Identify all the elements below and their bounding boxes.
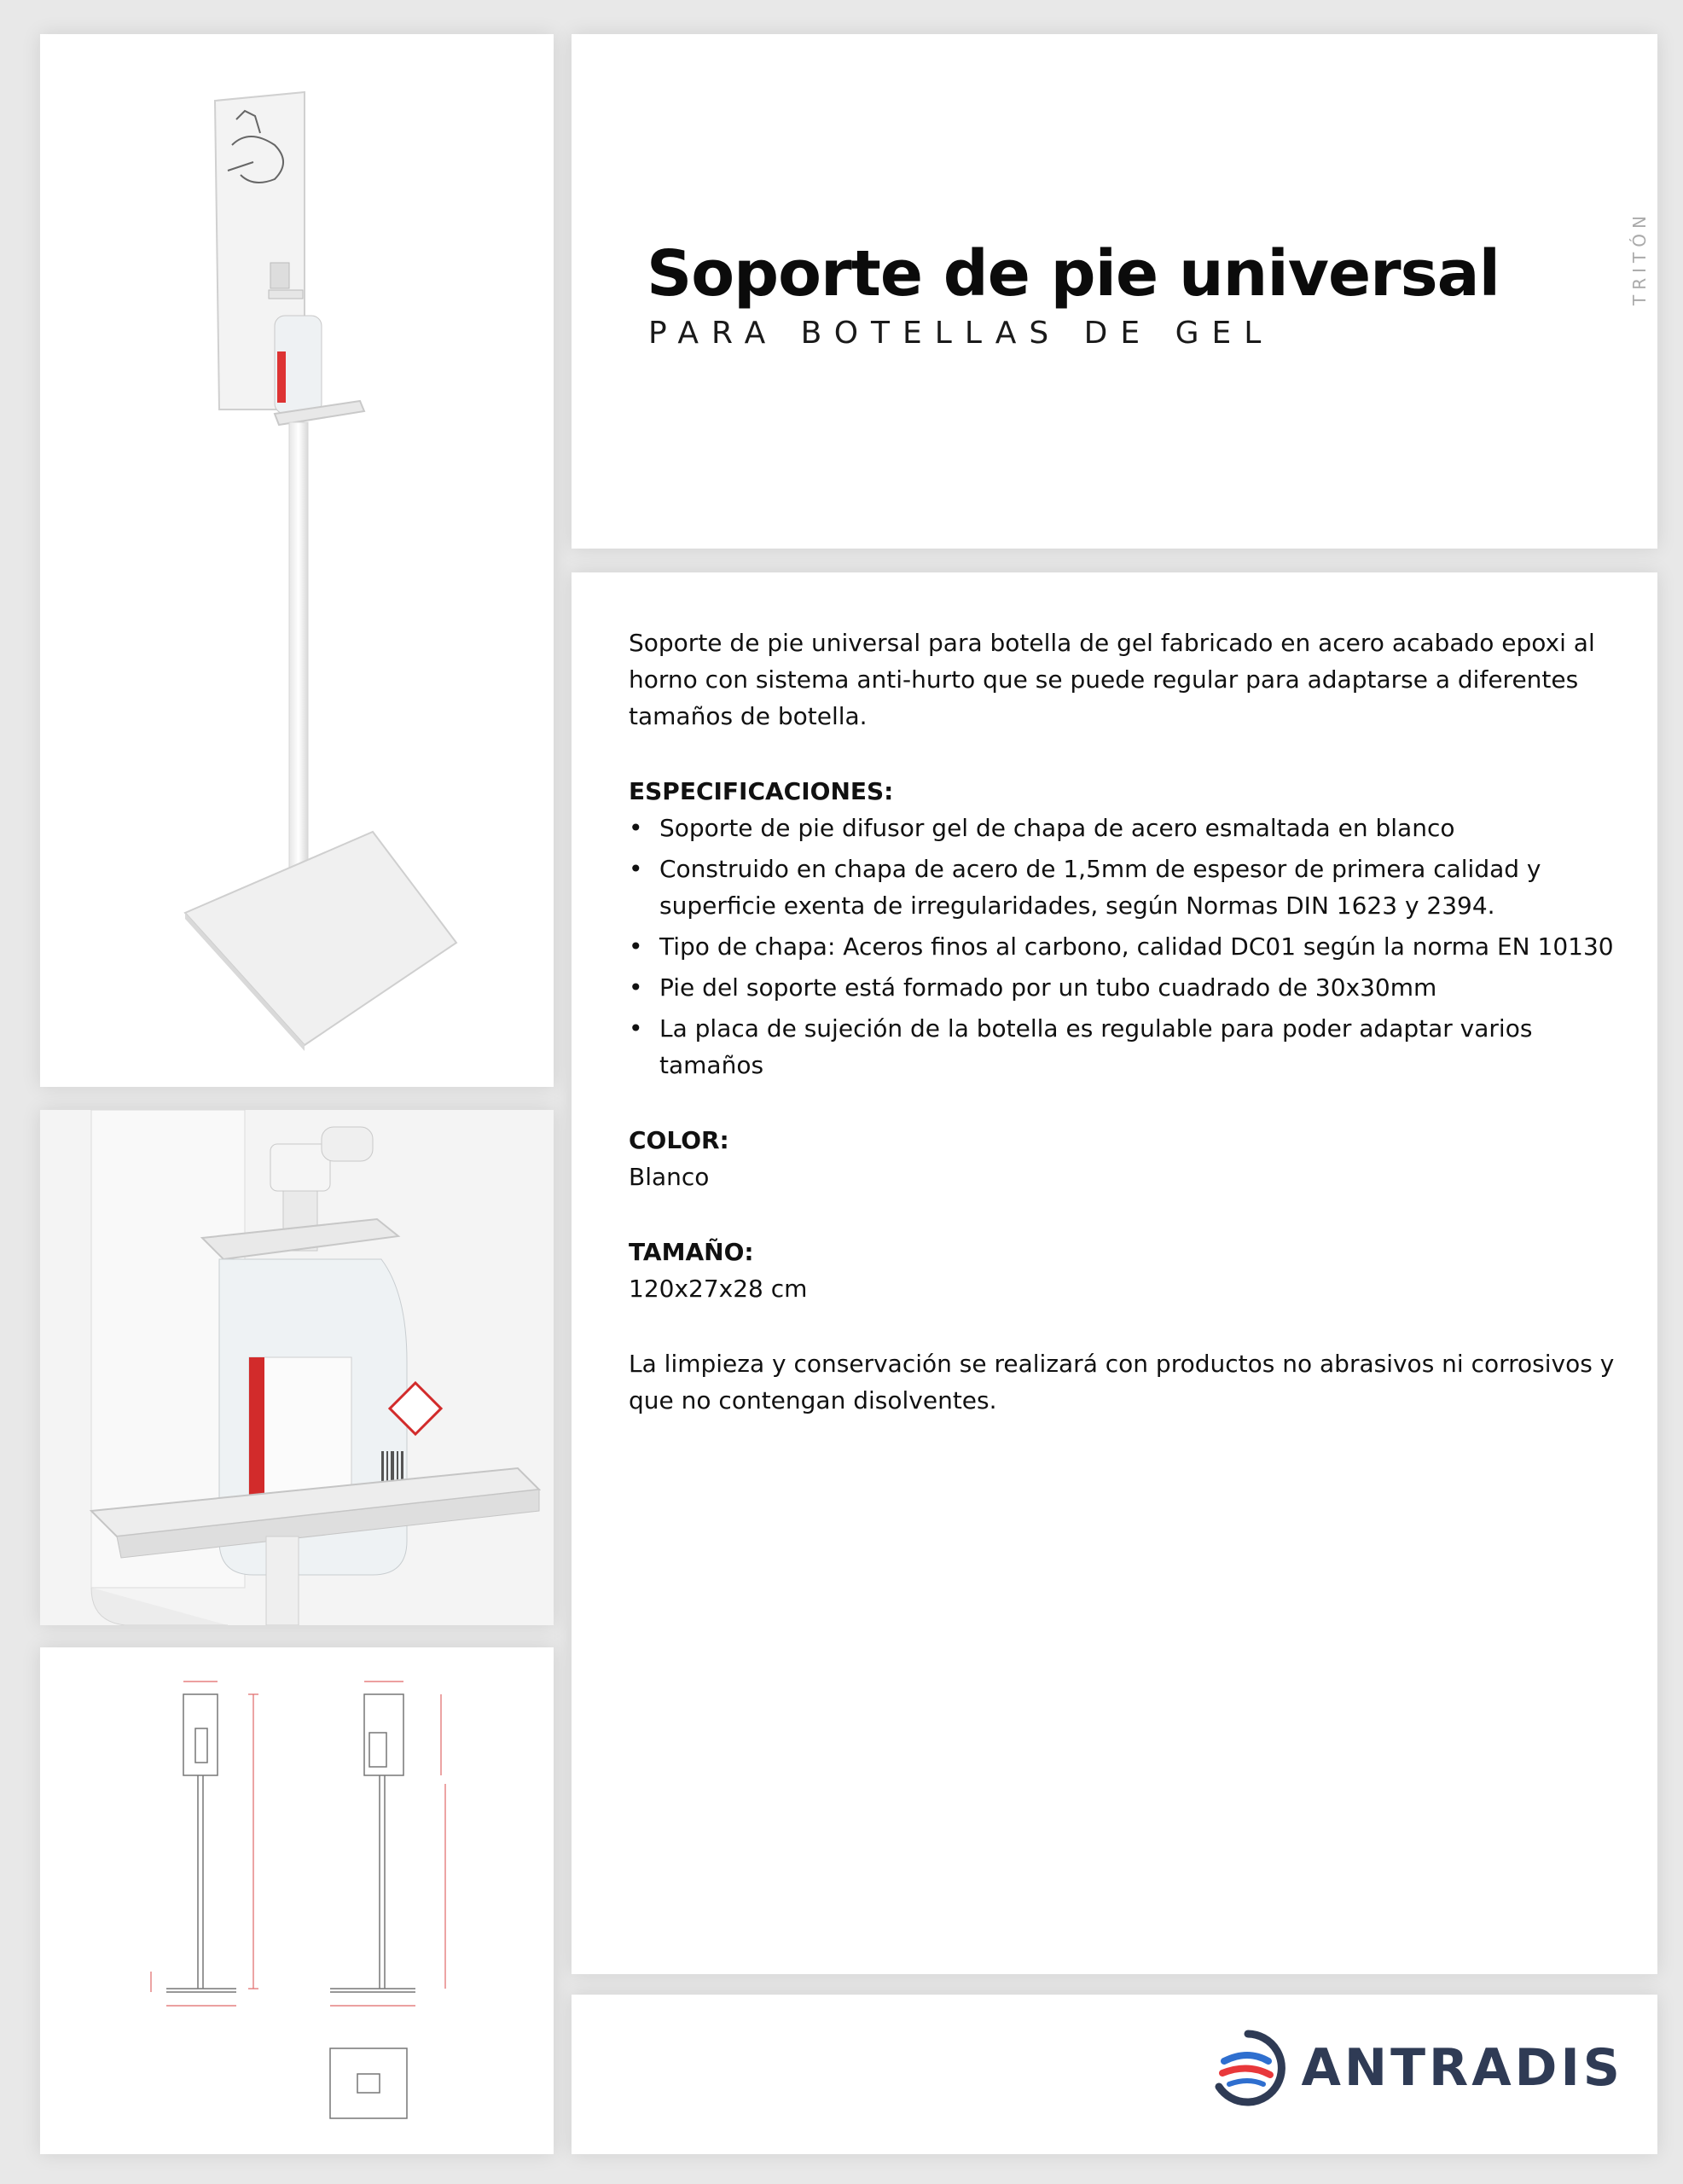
product-image-detail — [40, 1110, 554, 1625]
size-value: 120x27x28 cm — [629, 1275, 808, 1303]
intro-paragraph: Soporte de pie universal para botella de gel fabricado en acero acabado epoxi al horno con sistema anti-hurto que se puede regular para adaptarse a diferentes tamaños de botella. — [629, 629, 1595, 730]
footer-card — [572, 1995, 1657, 2154]
logo-wordmark: ANTRADIS — [1301, 2038, 1623, 2098]
bottle-holder-detail — [40, 1110, 554, 1625]
description-card — [572, 572, 1657, 1974]
specs-heading: ESPECIFICACIONES: — [629, 777, 894, 805]
spec-item: • Soporte de pie difusor gel de chapa de acero esmaltada en blanco — [629, 810, 1618, 846]
spec-item: • Tipo de chapa: Aceros finos al carbono, calidad DC01 según la norma EN 10130 — [629, 928, 1618, 965]
antradis-swirl-icon — [1207, 2027, 1289, 2109]
size-heading: TAMAÑO: — [629, 1238, 754, 1266]
stand-illustration — [40, 34, 554, 1087]
specs-list — [629, 810, 1618, 1083]
color-heading: COLOR: — [629, 1126, 729, 1154]
page-subtitle: PARA BOTELLAS DE GEL — [648, 316, 1274, 351]
description-body — [629, 624, 1618, 1419]
spec-item: • Construido en chapa de acero de 1,5mm de espesor de primera calidad y superficie exenta de irregularidades, según Normas DIN 1623 y 2394. — [629, 851, 1618, 924]
color-value: Blanco — [629, 1163, 710, 1191]
antradis-logo — [1207, 2027, 1623, 2109]
color-section — [629, 1122, 1618, 1195]
technical-drawing — [40, 1647, 554, 2154]
spec-item: • Pie del soporte está formado por un tubo cuadrado de 30x30mm — [629, 969, 1618, 1006]
title-card — [572, 34, 1657, 549]
size-section — [629, 1234, 1618, 1307]
dimension-drawing — [40, 1647, 554, 2154]
care-note: La limpieza y conservación se realizará con productos no abrasivos ni corrosivos y que no contengan disolventes. — [629, 1350, 1615, 1414]
spec-item: • La placa de sujeción de la botella es regulable para poder adaptar varios tamaños — [629, 1010, 1618, 1083]
page-title: Soporte de pie universal — [647, 237, 1500, 311]
product-image-main — [40, 34, 554, 1087]
brand-vertical-label: TRITÓN — [1629, 211, 1650, 305]
